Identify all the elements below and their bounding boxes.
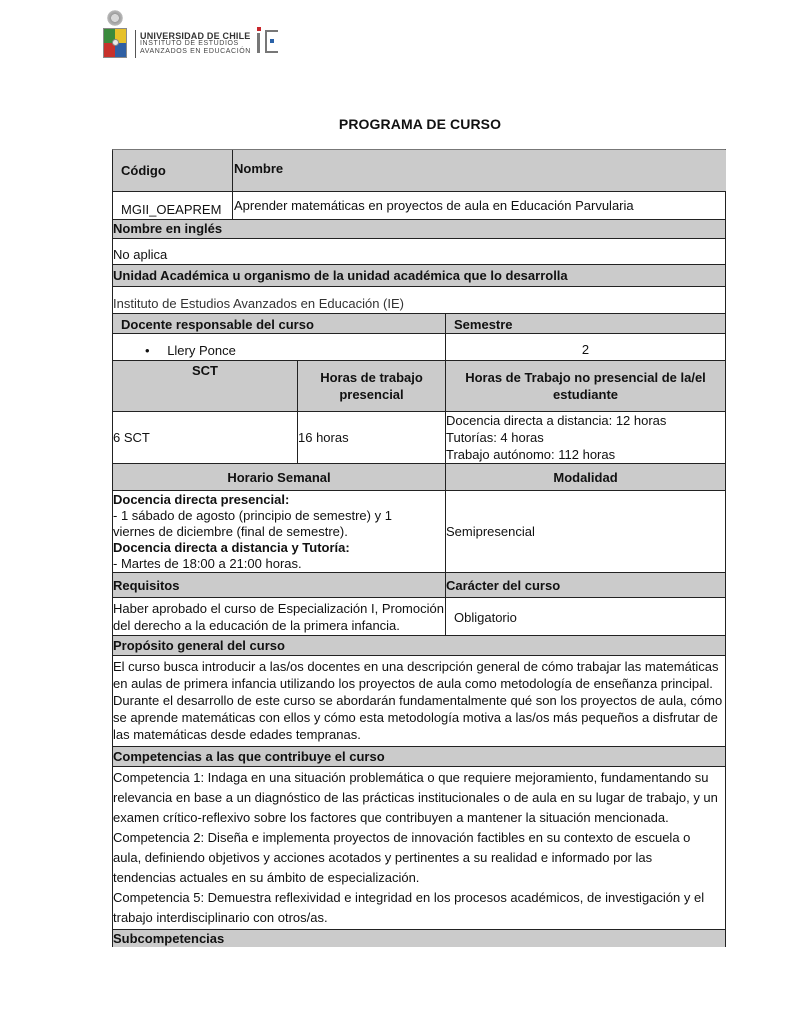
horas-no-presencial-value: Docencia directa a distancia: 12 horas Tutorías: 4 horas Trabajo autónomo: 112 horas	[445, 411, 725, 463]
docente-value	[113, 333, 445, 360]
horas-presencial-value: 16 horas	[297, 411, 445, 463]
institute-line-2: AVANZADOS EN EDUCACIÓN	[140, 48, 251, 55]
codigo-header: Código	[113, 150, 232, 191]
nombre-value: Aprender matemáticas en proyectos de aula en Educación Parvularia	[232, 191, 726, 219]
caracter-header: Carácter del curso	[445, 572, 725, 597]
university-name: UNIVERSIDAD DE CHILE	[140, 31, 251, 41]
university-crest-icon	[101, 8, 129, 60]
unidad-header: Unidad Académica u organismo de la unidad académica que lo desarrolla	[113, 264, 725, 286]
proposito-header: Propósito general del curso	[113, 635, 725, 655]
nombre-ingles-value: No aplica	[113, 238, 725, 264]
horas-no-presencial-header: Horas de Trabajo no presencial de la/el estudiante	[445, 360, 725, 411]
modalidad-value: Semipresencial	[445, 490, 725, 572]
institute-line-1: INSTITUTO DE ESTUDIOS	[140, 40, 239, 47]
course-program-table	[112, 149, 726, 947]
subcompetencias-header: Subcompetencias	[113, 929, 725, 947]
sun-emblem-icon	[106, 9, 124, 27]
nombre-ingles-header: Nombre en inglés	[113, 219, 725, 238]
bullet-icon: •	[145, 343, 150, 358]
caracter-value: Obligatorio	[445, 597, 725, 635]
codigo-value: MGII_OEAPREM	[113, 191, 232, 219]
docente-header: Docente responsable del curso	[113, 313, 445, 333]
sct-header: SCT	[113, 360, 297, 411]
unidad-value: Instituto de Estudios Avanzados en Educación (IE)	[113, 286, 725, 313]
logo-text	[140, 32, 251, 56]
shield-icon	[103, 28, 127, 58]
competencias-value: Competencia 1: Indaga en una situación problemática o que requiere mejoramiento, fundamentando su relevancia en base a un diagnóstico de las prácticas institucionales o de aula en su lugar de trabajo, y un examen crítico-reflexivo sobre los factores que contribuyen a mantener la situación mencionada. Competencia 2: Diseña e implementa proyectos de innovación factibles en su contexto de escuela o aula, definiendo objetivos y acciones acotados y pertinentes a su realidad e informado por las tendencias actuales en su ámbito de especialización. Competencia 5: Demuestra reflexividad e integridad en los procesos académicos, de investigación y el trabajo interdisciplinario con otros/as.	[113, 766, 725, 929]
sct-value: 6 SCT	[113, 411, 297, 463]
requisitos-value: Haber aprobado el curso de Especialización I, Promoción del derecho a la educación de la primera infancia.	[113, 597, 445, 635]
modalidad-header: Modalidad	[445, 463, 725, 490]
semestre-value: 2	[445, 333, 725, 360]
university-logo	[101, 8, 281, 60]
nombre-header: Nombre	[232, 150, 726, 191]
competencias-header: Competencias a las que contribuye el curso	[113, 746, 725, 766]
docente-name: Llery Ponce	[167, 343, 236, 358]
document-title: PROGRAMA DE CURSO	[338, 116, 502, 132]
semestre-header: Semestre	[445, 313, 725, 333]
logo-divider	[135, 30, 136, 58]
horario-value: Docencia directa presencial: - 1 sábado de agosto (principio de semestre) y 1 viernes de diciembre (final de semestre). Docencia directa a distancia y Tutoría: - Martes de 18:00 a 21:00 horas.	[113, 490, 445, 572]
horario-header: Horario Semanal	[113, 463, 445, 490]
ie-logo-icon	[256, 27, 282, 55]
proposito-value: El curso busca introducir a las/os docentes en una descripción general de cómo trabajar las matemáticas en aulas de primera infancia utilizando los proyectos de aula como metodología de enseñanza principal. Durante el desarrollo de este curso se abordarán fundamentalmente qué son los proyectos de aula, cómo se aprende matemáticas con ellos y cómo esta metodología motiva a las/os más pequeños a disfrutar de las matemáticas desde edades tempranas.	[113, 655, 725, 746]
requisitos-header: Requisitos	[113, 572, 445, 597]
horas-presencial-header: Horas de trabajo presencial	[297, 360, 445, 411]
